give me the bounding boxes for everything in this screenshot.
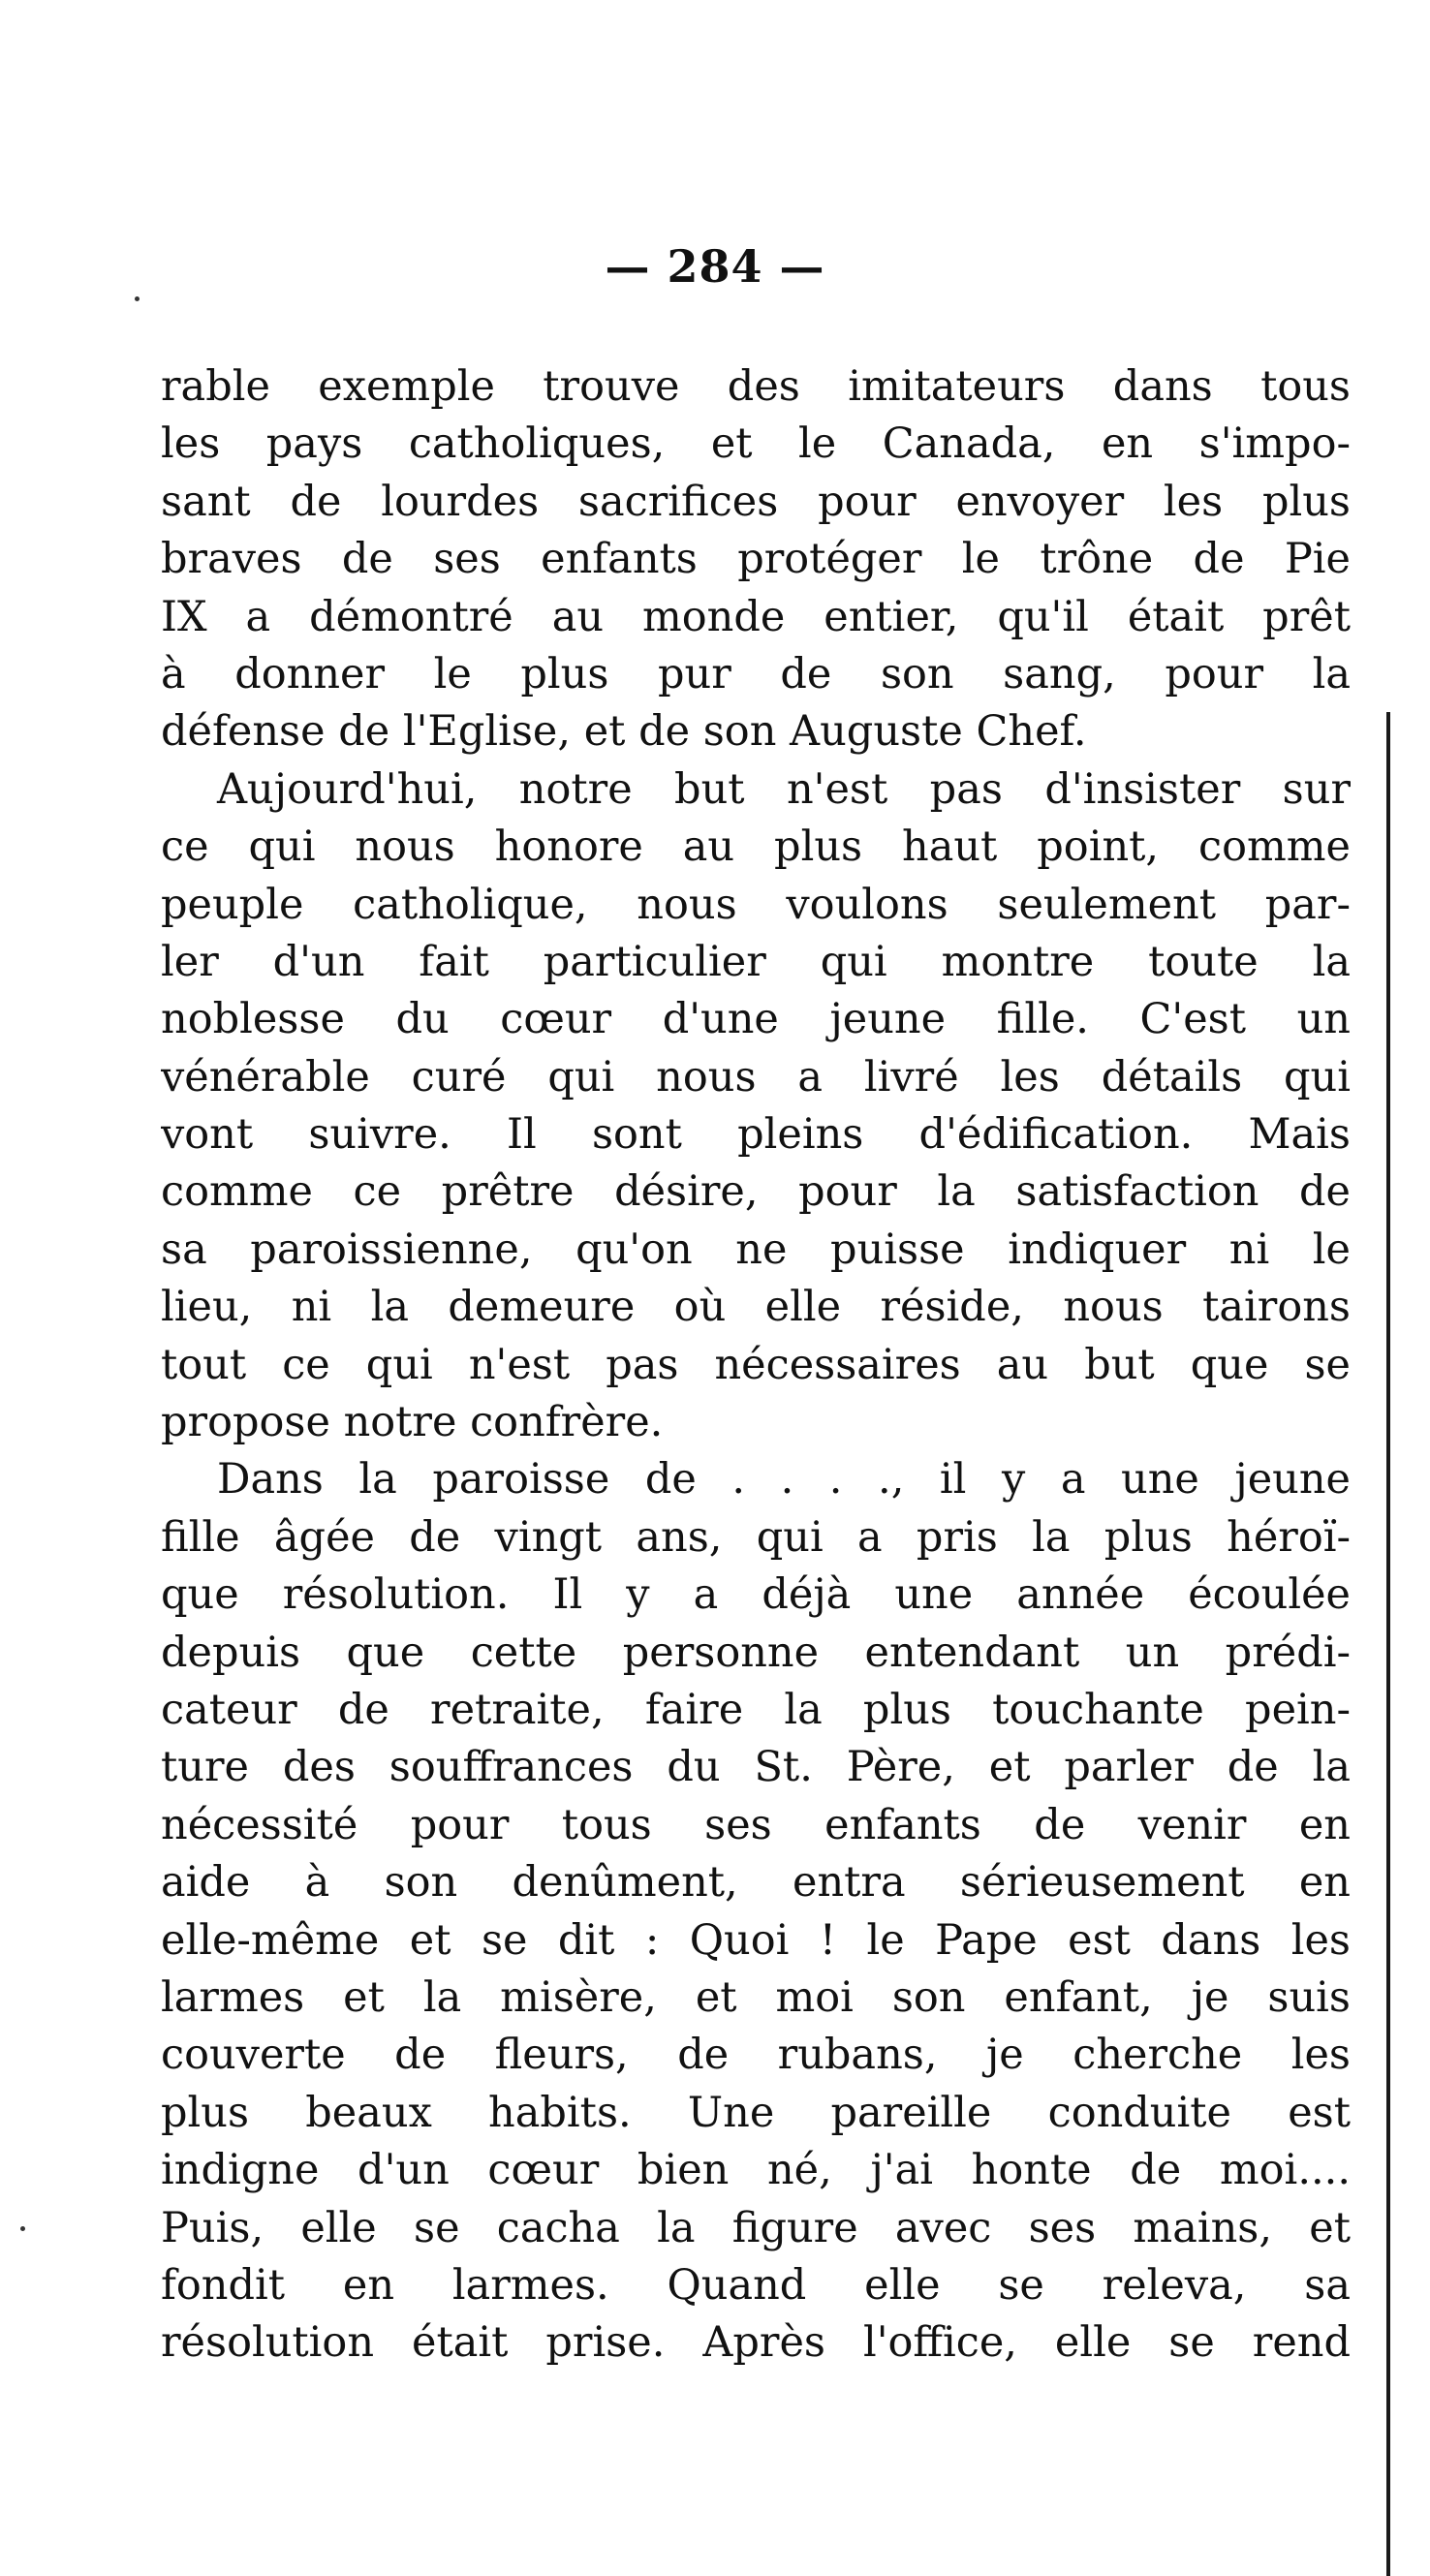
text-line: nécessité pour tous ses enfants de venir en bbox=[161, 1800, 1351, 1849]
text-line: comme ce prêtre désire, pour la satisfaction de bbox=[161, 1167, 1351, 1217]
text-line: fille âgée de vingt ans, qui a pris la plus héroï- bbox=[161, 1512, 1351, 1562]
text-line: les pays catholiques, et le Canada, en s'impo- bbox=[161, 419, 1351, 469]
page-number: — 284 — bbox=[605, 240, 825, 293]
text-line: larmes et la misère, et moi son enfant, je suis bbox=[161, 1972, 1351, 2022]
text-line: ler d'un fait particulier qui montre toute la bbox=[161, 937, 1351, 986]
text-line: à donner le plus pur de son sang, pour la bbox=[161, 649, 1351, 698]
text-line: indigne d'un cœur bien né, j'ai honte de moi.... bbox=[161, 2146, 1351, 2195]
text-line: cateur de retraite, faire la plus touchante pein- bbox=[161, 1685, 1351, 1734]
text-line: Dans la paroisse de . . . ., il y a une jeune bbox=[217, 1455, 1351, 1505]
text-line: vénérable curé qui nous a livré les détails qui bbox=[161, 1052, 1351, 1102]
text-line: propose notre confrère. bbox=[161, 1398, 664, 1447]
text-line: braves de ses enfants protéger le trône de Pie bbox=[161, 535, 1351, 584]
text-line: fondit en larmes. Quand elle se releva, sa bbox=[161, 2260, 1351, 2310]
text-line: lieu, ni la demeure où elle réside, nous tairons bbox=[161, 1283, 1351, 1332]
text-line: ture des souffrances du St. Père, et parler de la bbox=[161, 1743, 1351, 1792]
text-line: couverte de fleurs, de rubans, je cherche les bbox=[161, 2031, 1351, 2080]
text-line: peuple catholique, nous voulons seulement par- bbox=[161, 880, 1351, 929]
text-line: défense de l'Eglise, et de son Auguste Chef. bbox=[161, 707, 1087, 757]
text-line: vont suivre. Il sont pleins d'édification. Mais bbox=[161, 1110, 1351, 1160]
text-line: rable exemple trouve des imitateurs dans tous bbox=[161, 362, 1351, 411]
ink-speck bbox=[20, 2226, 25, 2231]
text-line: que résolution. Il y a déjà une année écoulée bbox=[161, 1570, 1351, 1620]
text-line: tout ce qui n'est pas nécessaires au but que se bbox=[161, 1340, 1351, 1389]
ink-speck bbox=[135, 296, 140, 301]
text-line: sa paroissienne, qu'on ne puisse indiquer ni le bbox=[161, 1225, 1351, 1274]
text-line: ce qui nous honore au plus haut point, comme bbox=[161, 822, 1351, 872]
text-line: résolution était prise. Après l'office, elle se rend bbox=[161, 2318, 1351, 2368]
page-edge-rule bbox=[1386, 712, 1390, 2576]
text-line: sant de lourdes sacrifices pour envoyer les plus bbox=[161, 477, 1351, 526]
text-line: Puis, elle se cacha la figure avec ses mains, et bbox=[161, 2203, 1351, 2252]
text-line: depuis que cette personne entendant un prédi- bbox=[161, 1628, 1351, 1677]
text-line: aide à son denûment, entra sérieusement en bbox=[161, 1858, 1351, 1908]
text-line: Aujourd'hui, notre but n'est pas d'insister sur bbox=[217, 764, 1351, 814]
text-line: elle-même et se dit : Quoi ! le Pape est dans les bbox=[161, 1915, 1351, 1965]
text-line: plus beaux habits. Une pareille conduite est bbox=[161, 2088, 1351, 2137]
text-line: noblesse du cœur d'une jeune fille. C'est un bbox=[161, 995, 1351, 1044]
body-text bbox=[161, 358, 1351, 2373]
text-line: IX a démontré au monde entier, qu'il était prêt bbox=[161, 592, 1351, 641]
